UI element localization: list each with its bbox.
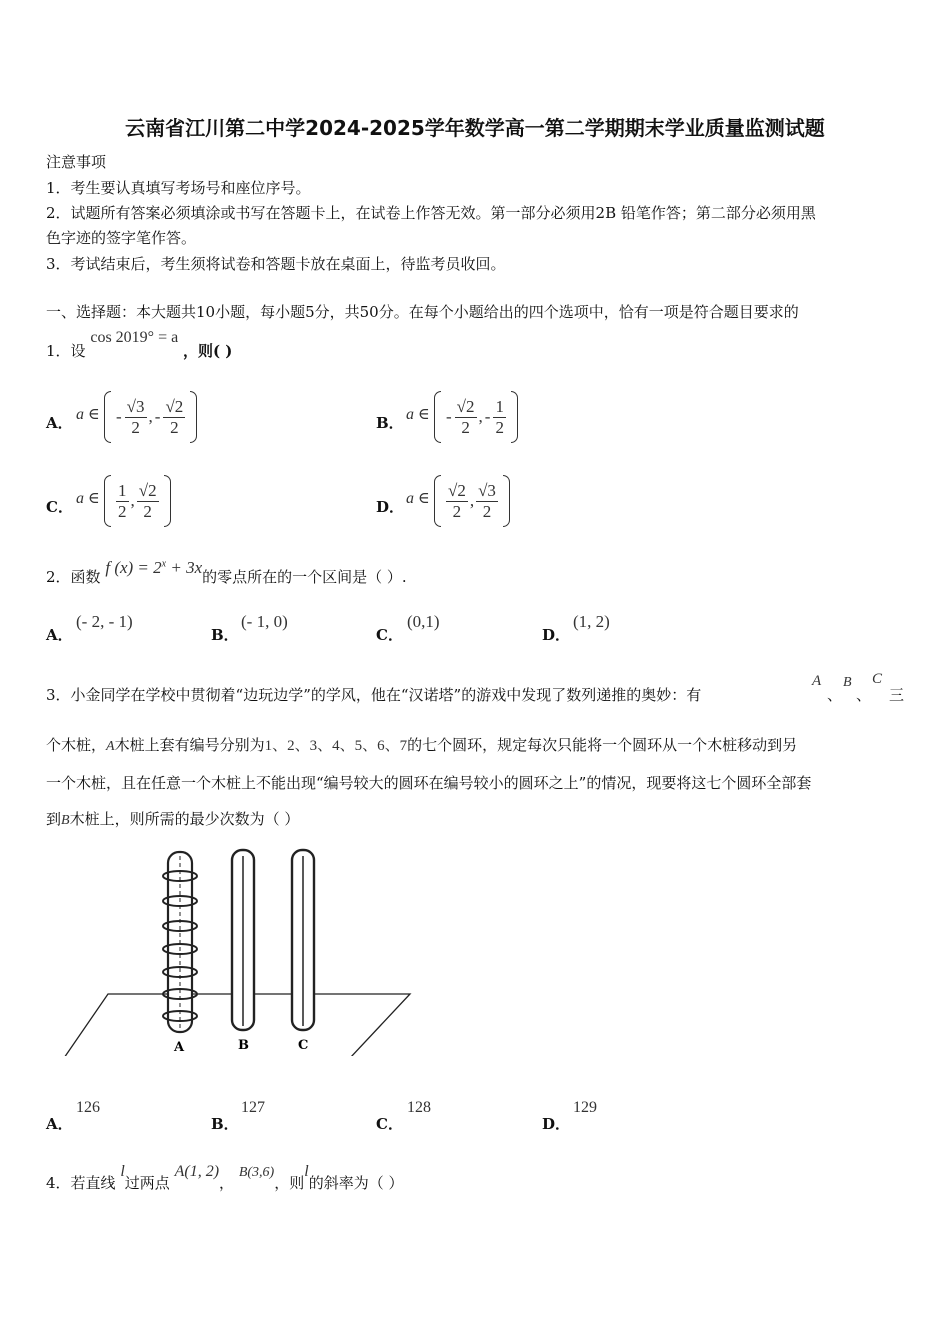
figure-label-a: A	[174, 1040, 185, 1055]
question-number: 2．	[46, 568, 71, 586]
q1-option-d[interactable]	[376, 474, 676, 530]
q3-peg-b: B	[843, 675, 852, 690]
q1-post: ，则( )	[182, 342, 233, 360]
q2-option-b-value: (- 1, 0)	[241, 612, 288, 631]
q2-option-b-label[interactable]: B．	[211, 626, 239, 644]
question-number: 4．	[46, 1174, 71, 1192]
q2-option-c-label[interactable]: C．	[376, 626, 403, 644]
q1-option-label[interactable]: C．	[46, 498, 73, 516]
notice-item: 2．试题所有答案必须填涂或书写在答题卡上，在试卷上作答无效。第一部分必须用2B 铅笔作答；第二部分必须用黑	[46, 204, 816, 222]
q1-option-prefix: a ∈	[406, 406, 430, 423]
q1-option-interval: √2 2 , √3 2	[434, 474, 510, 528]
notice-item: 色字迹的签字笔作答。	[46, 229, 197, 247]
q3-line1-end: 三	[889, 686, 905, 704]
q3-option-a-value: 126	[76, 1099, 100, 1116]
q3-line-3: 一个木桩，且在任意一个木桩上不能出现“编号较大的圆环在编号较小的圆环之上”的情况，现要将这七个圆环全部套	[46, 774, 812, 792]
q2-option-a-label[interactable]: A．	[46, 626, 73, 644]
q1-option-interval: - √2 2 , - 1 2	[434, 390, 518, 444]
hanoi-tower-figure	[60, 846, 420, 1056]
q1-option-a[interactable]	[46, 390, 346, 446]
q1-option-label[interactable]: D．	[376, 498, 405, 516]
q3-option-d-value: 129	[573, 1099, 597, 1116]
q3-option-b-value: 127	[241, 1099, 265, 1116]
pole-a	[163, 852, 197, 1032]
q4-stem: 4．若直线 l过两点 A(1, 2)， B(3,6)，则l的斜率为（ ）	[46, 1163, 404, 1192]
q1-option-label[interactable]: A．	[46, 414, 73, 432]
q2-option-a-value: (- 2, - 1)	[76, 612, 133, 631]
section-heading: 一、选择题：本大题共10小题，每小题5分，共50分。在每个小题给出的四个选项中，恰有一项是符合题目要求的	[46, 303, 799, 321]
pole-c	[292, 850, 314, 1030]
q3-option-b-label[interactable]: B．	[211, 1115, 239, 1133]
q1-option-prefix: a ∈	[406, 490, 430, 507]
q1-expression: cos 2019° = a	[90, 329, 179, 346]
q3-line-1: 3．小金同学在学校中贯彻着“边玩边学”的学风，他在“汉诺塔”的游戏中发现了数列递推的奥妙：有	[46, 686, 702, 704]
q2-option-d-label[interactable]: D．	[542, 626, 571, 644]
q1-pre: 设	[70, 342, 86, 360]
page-title: 云南省江川第二中学2024-2025学年数学高一第二学期期末学业质量监测试题	[125, 116, 825, 140]
q2-expression: f $(x) = 2^x + 3x$	[105, 558, 203, 577]
q1-option-c[interactable]	[46, 474, 346, 530]
q1-option-interval: 1 2 , √2 2	[104, 474, 171, 528]
q2-post: 的零点所在的一个区间是（ ）.	[202, 568, 407, 586]
question-number: 1．	[46, 342, 71, 360]
q3-option-c-value: 128	[407, 1099, 431, 1116]
q1-option-interval: - √3 2 , - √2 2	[104, 390, 197, 444]
q3-peg-a: A	[812, 673, 822, 689]
q2-stem	[46, 558, 407, 587]
q2-pre: 函数	[70, 568, 101, 586]
q3-sep: 、	[856, 686, 872, 704]
q3-line-4: 到B木桩上，则所需的最少次数为（ ）	[46, 810, 300, 828]
q3-option-a-label[interactable]: A．	[46, 1115, 73, 1133]
q1-option-label[interactable]: B．	[376, 414, 404, 432]
notice-heading: 注意事项	[46, 153, 107, 171]
figure-label-c: C	[298, 1038, 309, 1053]
q1-stem	[46, 329, 233, 361]
notice-item: 1．考生要认真填写考场号和座位序号。	[46, 179, 311, 197]
q1-option-prefix: a ∈	[76, 406, 100, 423]
q1-option-prefix: a ∈	[76, 490, 100, 507]
q2-option-c-value: (0,1)	[407, 612, 440, 631]
question-number: 3．	[46, 686, 71, 704]
q3-peg-c: C	[872, 671, 883, 687]
q3-sep: 、	[827, 686, 843, 704]
q3-option-c-label[interactable]: C．	[376, 1115, 403, 1133]
q3-line-2: 个木桩，A木桩上套有编号分别为1、2、3、4、5、6、7的七个圆环，规定每次只能将一个圆环从一个木桩移动到另	[46, 736, 798, 754]
q2-option-d-value: (1, 2)	[573, 612, 610, 631]
pole-b	[232, 850, 254, 1030]
notice-item: 3．考试结束后，考生须将试卷和答题卡放在桌面上，待监考员收回。	[46, 255, 506, 273]
q1-option-b[interactable]	[376, 390, 676, 446]
q3-option-d-label[interactable]: D．	[542, 1115, 571, 1133]
figure-label-b: B	[238, 1038, 249, 1053]
